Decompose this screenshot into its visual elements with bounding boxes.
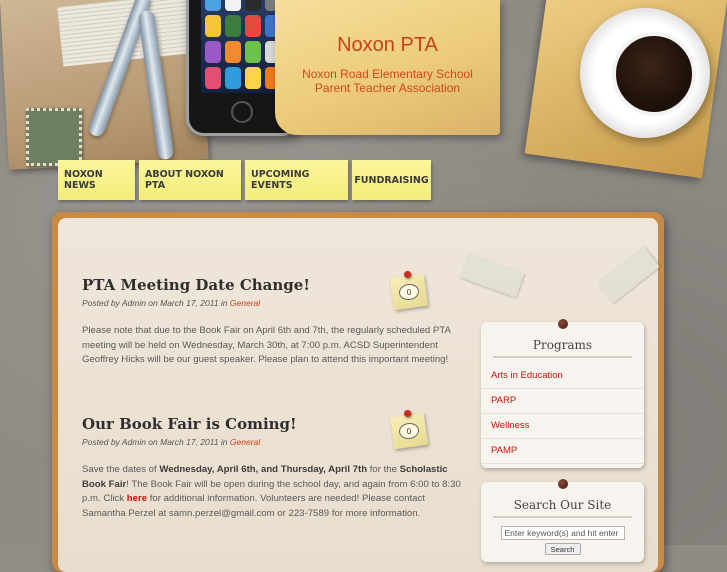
pin-icon [404, 410, 411, 417]
main-nav [58, 160, 431, 200]
post-body [82, 463, 462, 521]
coffee-icon [612, 32, 696, 116]
program-link[interactable]: Arts in Education [481, 364, 644, 389]
post-meta-text: Posted by Admin on March 17, 2011 in [82, 437, 228, 447]
nav-item-fundraising[interactable]: FUNDRAISING [352, 160, 431, 200]
body-text: for the [367, 464, 400, 475]
comment-icon [398, 422, 420, 441]
comment-count-note[interactable] [390, 274, 428, 310]
comment-count-note[interactable] [390, 413, 428, 449]
pin-icon [558, 319, 568, 329]
post-body: Please note that due to the Book Fair on April 6th and 7th, the regularly scheduled PTA meeting will be held on Wednesday, March 30th, at 7:00 p.m. ACSD Superintendent Geoffrey Hicks will be our guest speaker. Please plan to attend this important meeting! [82, 325, 451, 365]
post-category-link[interactable]: General [229, 437, 261, 447]
programs-widget [481, 322, 644, 468]
body-text: ! The Book Fair will be open during the school day, and again from 6:00 to 8:30 p.m. Click [82, 478, 461, 504]
pin-icon [558, 479, 568, 489]
site-tagline [275, 67, 500, 95]
post-meta-text: Posted by Admin on March 17, 2011 in [82, 298, 228, 308]
program-link[interactable]: PARP [481, 389, 644, 414]
pin-icon [404, 271, 411, 278]
body-text: Save the dates of [82, 464, 160, 475]
body-text: for additional information. Volunteers are needed! Please contact Samantha Perzel at samn.perzel@gmail.com or 223-7589 for more information. [82, 493, 425, 519]
nav-item-upcoming-events[interactable]: UPCOMING EVENTS [245, 160, 348, 200]
stamp-icon [26, 108, 82, 166]
program-link[interactable]: Wellness [481, 414, 644, 439]
search-widget [481, 482, 644, 562]
search-button[interactable]: Search [545, 543, 581, 555]
nav-item-about[interactable]: ABOUT NOXON PTA [139, 160, 241, 200]
comment-icon [398, 283, 420, 302]
body-strong: Wednesday, April 6th, and Thursday, April 7th [159, 464, 368, 475]
phone-home-button [231, 101, 253, 123]
phone-screen [201, 0, 285, 93]
tagline-line-1: Noxon Road Elementary School [302, 67, 473, 81]
widget-title: Search Our Site [493, 482, 632, 518]
post-title[interactable]: Our Book Fair is Coming! [82, 415, 297, 433]
search-input[interactable] [501, 526, 625, 540]
program-link[interactable]: PAMP [481, 439, 644, 464]
comment-count: 0 [405, 426, 413, 436]
comment-count: 0 [405, 287, 413, 297]
body-strong: Scholastic Book Fair [82, 464, 448, 490]
tagline-line-2: Parent Teacher Association [314, 81, 461, 95]
programs-list [481, 358, 644, 464]
post-category-link[interactable]: General [229, 298, 261, 308]
site-title[interactable]: Noxon PTA [337, 34, 438, 56]
nav-item-noxon-news[interactable]: NOXON NEWS [58, 160, 135, 200]
widget-title: Programs [493, 322, 632, 358]
here-link[interactable]: here [126, 493, 148, 504]
post-title[interactable]: PTA Meeting Date Change! [82, 276, 310, 294]
